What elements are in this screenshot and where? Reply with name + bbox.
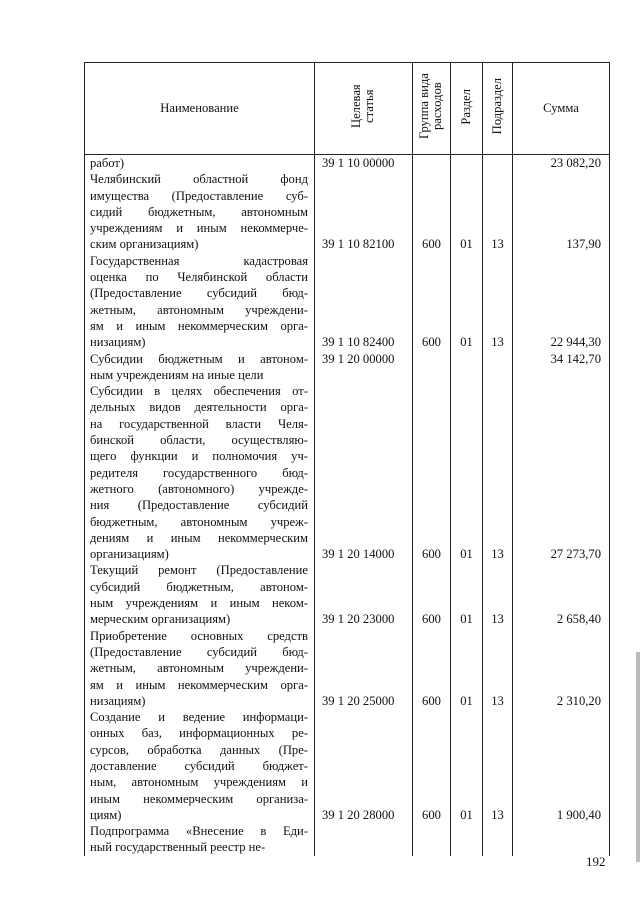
row-section: 01: [451, 628, 483, 709]
row-name-line: сидий бюджетным, автономным: [90, 204, 308, 219]
row-sum: 23 082,20: [513, 155, 610, 172]
row-sum: 34 142,70: [513, 351, 610, 384]
row-section: [451, 351, 483, 384]
row-expense-group: [413, 351, 451, 384]
row-name-line: работ): [90, 156, 125, 170]
row-target-code: 39 1 20 28000: [315, 709, 413, 823]
row-subsection: 13: [483, 709, 513, 823]
row-name-line: (Предоставление субсидий бюд-: [90, 644, 308, 659]
row-name-line: иным некоммерческим организа-: [90, 791, 308, 806]
row-name: [85, 383, 315, 562]
row-name-line: ный государственный реестр не-: [90, 840, 266, 855]
row-name-line: жетным, автономным учреждени-: [90, 661, 308, 676]
row-section: [451, 155, 483, 172]
row-name-line: ям и иным некоммерческим орга-: [90, 677, 308, 692]
row-name-line: Субсидии в целях обеспечения от-: [90, 384, 308, 399]
row-section: 01: [451, 383, 483, 562]
table-body: [85, 155, 610, 856]
row-name-line: Подпрограмма «Внесение в Еди-: [90, 824, 308, 839]
row-name-line: мерческим организациям): [90, 612, 231, 627]
table-row: [85, 823, 610, 856]
row-section: 01: [451, 253, 483, 351]
row-name: [85, 351, 315, 384]
row-subsection: 13: [483, 253, 513, 351]
row-name-line: доставление субсидий бюджет-: [90, 758, 308, 773]
row-subsection: 13: [483, 562, 513, 627]
table-row: [85, 253, 610, 351]
row-target-code: 39 1 10 82400: [315, 253, 413, 351]
table-row: [85, 383, 610, 562]
row-name-line: ным учреждениям и иным неком-: [90, 596, 308, 611]
row-name: [85, 253, 315, 351]
header-row: [85, 63, 610, 155]
table-row: [85, 562, 610, 627]
row-name-line: организациям): [90, 547, 169, 562]
row-section: 01: [451, 171, 483, 252]
row-name: [85, 155, 315, 172]
row-name-line: жетным, автономным учреждени-: [90, 302, 308, 317]
row-target-code: 39 1 20 23000: [315, 562, 413, 627]
row-name-line: ния (Предоставление субсидий: [90, 498, 308, 513]
scan-edge-shadow: [636, 652, 640, 862]
row-name-line: циям): [90, 807, 122, 822]
row-name-line: жетного (автономного) учрежде-: [90, 481, 308, 496]
row-name-line: Текущий ремонт (Предоставление: [90, 563, 308, 578]
row-name-line: Приобретение основных средств: [90, 628, 308, 643]
row-sum: 2 310,20: [513, 628, 610, 709]
row-name-line: (Предоставление субсидий бюд-: [90, 286, 308, 301]
row-name-line: онных баз, информационных ре-: [90, 726, 308, 741]
row-expense-group: 600: [413, 383, 451, 562]
budget-table-page: [84, 62, 609, 856]
row-expense-group: [413, 823, 451, 856]
row-subsection: 13: [483, 383, 513, 562]
header-sum: Сумма: [513, 63, 610, 155]
row-sum: 137,90: [513, 171, 610, 252]
row-sum: 27 273,70: [513, 383, 610, 562]
row-expense-group: 600: [413, 253, 451, 351]
row-name-line: имущества (Предоставление суб-: [90, 188, 308, 203]
row-expense-group: 600: [413, 562, 451, 627]
row-subsection: [483, 823, 513, 856]
row-name-line: Субсидии бюджетным и автоном-: [90, 351, 308, 366]
row-name-line: ским организациям): [90, 237, 199, 252]
row-name: [85, 709, 315, 823]
row-name-line: учреждениям и иным некоммерче-: [90, 221, 308, 236]
row-expense-group: 600: [413, 171, 451, 252]
row-name-line: ным, автономным учреждениям и: [90, 775, 308, 790]
header-name: Наименование: [85, 63, 315, 155]
row-name: [85, 628, 315, 709]
row-name-line: сурсов, обработка данных (Пре-: [90, 742, 308, 757]
row-name: [85, 562, 315, 627]
row-name-line: дельных видов деятельности орга-: [90, 400, 308, 415]
header-subsection: Подраздел: [483, 63, 513, 155]
row-section: [451, 823, 483, 856]
row-name-line: ям и иным некоммерческим орга-: [90, 318, 308, 333]
row-section: 01: [451, 709, 483, 823]
table-row: [85, 155, 610, 172]
row-name-line: редителя государственного бюд-: [90, 465, 308, 480]
row-sum: [513, 823, 610, 856]
row-expense-group: 600: [413, 709, 451, 823]
row-name-line: оценка по Челябинской области: [90, 270, 308, 285]
row-target-code: 39 1 20 00000: [315, 351, 413, 384]
row-name-line: Создание и ведение информаци-: [90, 710, 308, 725]
row-name-line: Государственная кадастровая: [90, 253, 308, 268]
row-target-code: [315, 823, 413, 856]
table-row: [85, 351, 610, 384]
row-sum: 22 944,30: [513, 253, 610, 351]
page-number: 192: [586, 854, 606, 869]
row-name-line: Челябинский областной фонд: [90, 172, 308, 187]
table-row: [85, 709, 610, 823]
row-name-line: бинской области, осуществляю-: [90, 433, 308, 448]
row-name-line: на государственной власти Челя-: [90, 416, 308, 431]
table-row: [85, 628, 610, 709]
row-name-line: ным учреждениям на иные цели: [90, 367, 264, 382]
row-target-code: 39 1 20 14000: [315, 383, 413, 562]
header-target: Целевая статья: [315, 63, 413, 155]
header-section: Раздел: [451, 63, 483, 155]
table-row: [85, 171, 610, 252]
row-sum: 2 658,40: [513, 562, 610, 627]
header-group: Группа вида расходов: [413, 63, 451, 155]
row-name-line: низациям): [90, 693, 146, 708]
budget-table: [84, 62, 610, 856]
row-section: 01: [451, 562, 483, 627]
row-subsection: 13: [483, 628, 513, 709]
row-name: [85, 171, 315, 252]
row-target-code: 39 1 10 82100: [315, 171, 413, 252]
row-subsection: [483, 155, 513, 172]
row-subsection: [483, 351, 513, 384]
row-subsection: 13: [483, 171, 513, 252]
row-name-line: субсидий бюджетным, автоном-: [90, 579, 308, 594]
row-expense-group: [413, 155, 451, 172]
row-name-line: низациям): [90, 335, 146, 350]
row-name-line: щего функции и полномочия уч-: [90, 449, 308, 464]
row-sum: 1 900,40: [513, 709, 610, 823]
row-name-line: дениям и иным некоммерческим: [90, 530, 308, 545]
row-target-code: 39 1 20 25000: [315, 628, 413, 709]
row-target-code: 39 1 10 00000: [315, 155, 413, 172]
row-name-line: бюджетным, автономным учреж-: [90, 514, 308, 529]
row-name: [85, 823, 315, 856]
row-expense-group: 600: [413, 628, 451, 709]
